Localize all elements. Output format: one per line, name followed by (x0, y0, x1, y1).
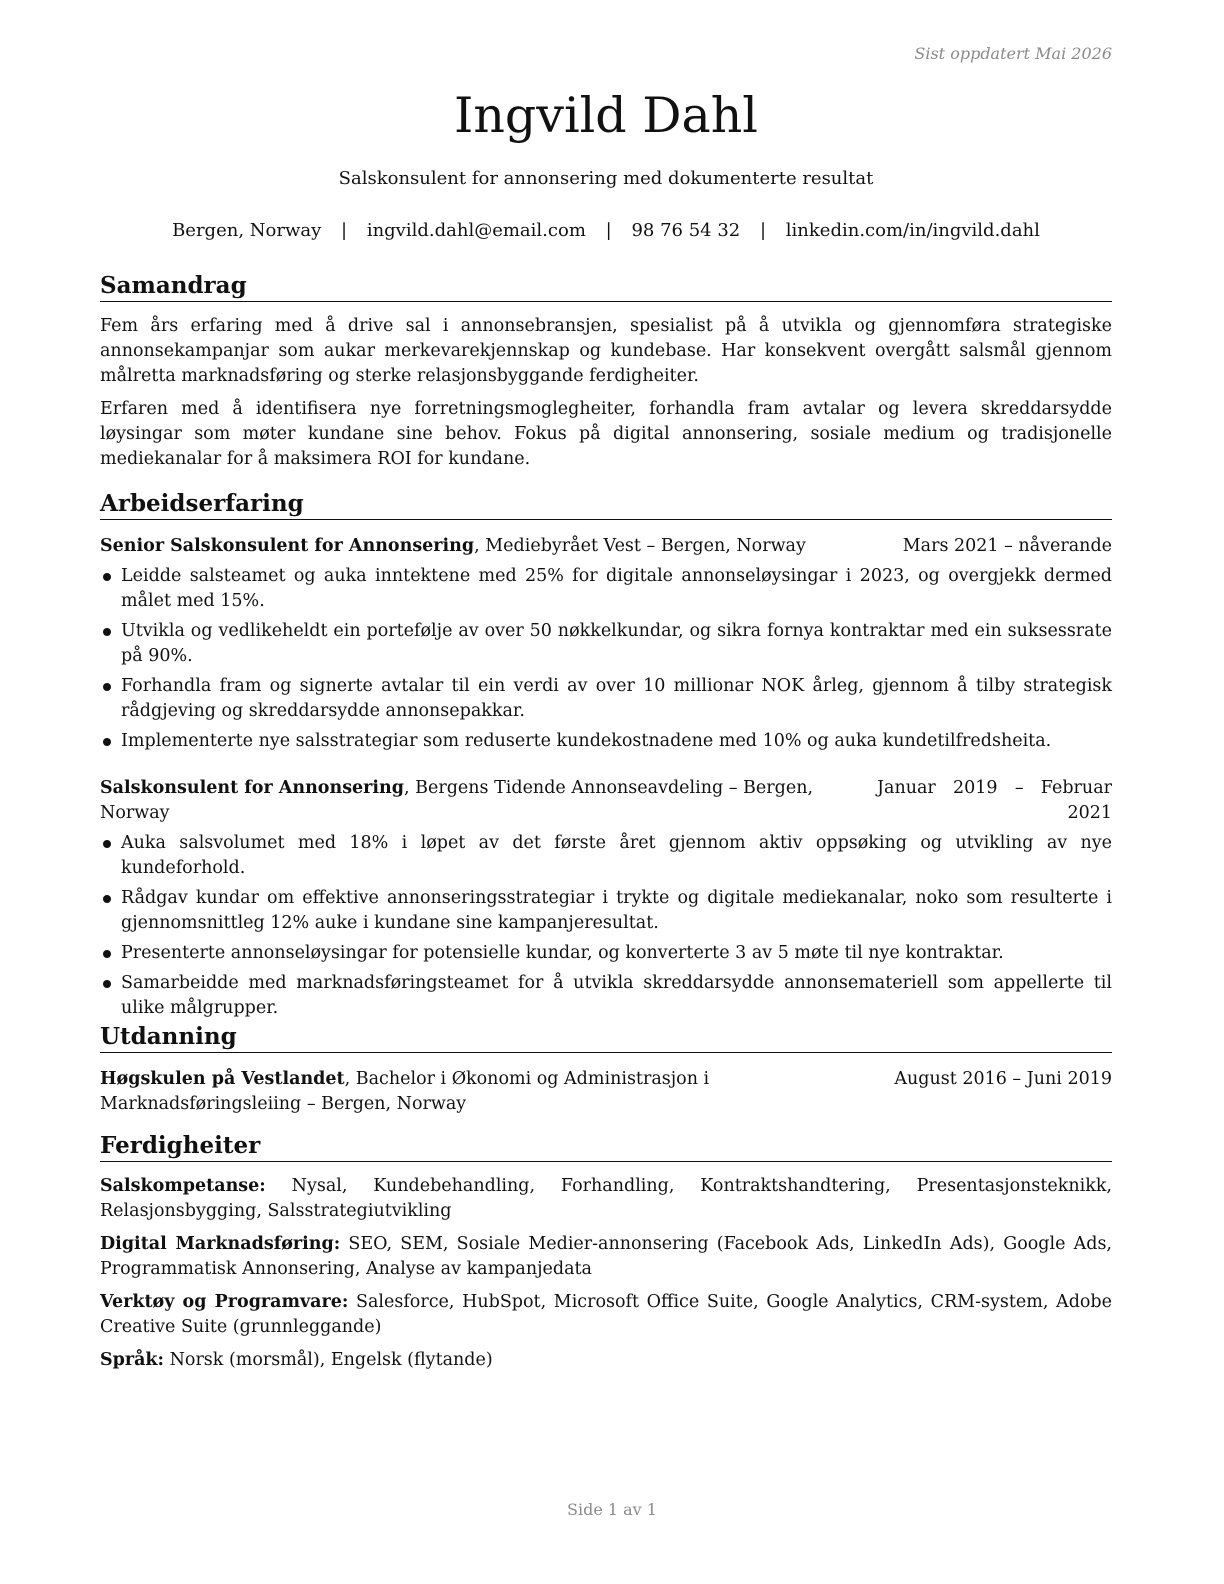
degree: , Bachelor i Økonomi og Administrasjon i Marknadsføringsleiing – Bergen, Norway (100, 1069, 710, 1114)
bullet-icon (103, 950, 111, 958)
bullet-icon (103, 895, 111, 903)
summary-paragraph: Erfaren med å identifisera nye forretningsmoglegheiter, forhandla fram avtalar og levera skreddarsydde løysingar som møter kundane sine behov. Fokus på digital annonsering, sosiale medium og tradisjonelle mediekanalar for å maksimera ROI for kundane. (100, 399, 1112, 469)
section-title-skills: Ferdigheiter (100, 1132, 1112, 1162)
contact-location: Bergen, Norway (172, 220, 322, 241)
bullet-text: Utvikla og vedlikeheldt ein portefølje av over 50 nøkkelkundar, og sikra fornya kontraktar med ein suksessrate på 90%. (121, 621, 1112, 666)
bullet-text: Implementerte nye salsstrategiar som reduserte kundekostnadene med 10% og auka kundetilfredsheita. (121, 731, 1052, 751)
skills-section (100, 1132, 1112, 1373)
experience-section (100, 490, 1112, 1026)
skill-value: Nysal, Kundebehandling, Forhandling, Kontraktshandtering, Presentasjonsteknikk, Relasjonsbygging, Salsstrategiutvikling (100, 1176, 1112, 1221)
skill-value: SEO, SEM, Sosiale Medier-annonsering (Facebook Ads, LinkedIn Ads), Google Ads, Programmatisk Annonsering, Analyse av kampanjedata (100, 1234, 1112, 1279)
candidate-name: Ingvild Dahl (454, 87, 758, 144)
bullet-text: Samarbeidde med marknadsføringsteamet for å utvikla skreddarsydde annonsemateriell som appellerte til ulike målgrupper. (121, 973, 1112, 1018)
contact-linkedin[interactable]: linkedin.com/in/ingvild.dahl (785, 220, 1040, 241)
last-updated: Sist oppdatert Mai 2026 (914, 44, 1112, 63)
bullet-icon (103, 840, 111, 848)
contact-line (100, 219, 1112, 243)
bullet-icon (103, 628, 111, 636)
summary-paragraph: Fem års erfaring med å drive sal i annonsebransjen, spesialist på å utvikla og gjennomføra strategiske annonsekampanjar som aukar merkevarekjennskap og kundebase. Har konsekvent overgått salsmål gjennom målretta marknadsføring og sterke relasjonsbyggande ferdigheiter. (100, 316, 1112, 386)
job-bullets (100, 564, 1112, 754)
contact-phone: 98 76 54 32 (631, 220, 741, 241)
bullet-icon (103, 683, 111, 691)
job-dates: Januar 2019 – Februar 2021 (877, 778, 1112, 823)
section-title-summary: Samandrag (100, 272, 1112, 302)
job-dates: Mars 2021 – nåverande (902, 536, 1112, 556)
summary-section (100, 272, 1112, 472)
page-number: Side 1 av 1 (567, 1500, 657, 1519)
school-name: Høgskulen på Vestlandet (100, 1069, 345, 1089)
skill-row (100, 1232, 1112, 1282)
bullet-icon (103, 738, 111, 746)
education-dates: August 2016 – Juni 2019 (894, 1069, 1112, 1089)
job-header (100, 534, 1112, 559)
job-title-line (100, 776, 857, 826)
bullet-icon (103, 573, 111, 581)
job-company: , Bergens Tidende Annonseavdeling – Bergen, Norway (100, 778, 814, 823)
contact-separator: | (759, 220, 767, 241)
job-role: Salskonsulent for Annonsering (100, 778, 405, 798)
bullet-text: Presenterte annonseløysingar for potensielle kundar, og konverterte 3 av 5 møte til nye kontraktar. (121, 943, 1004, 963)
list-item (100, 674, 1112, 724)
bullet-text: Forhandla fram og signerte avtalar til ein verdi av over 10 millionar NOK årleg, gjennom å tilby strategisk rådgjeving og skreddarsydde annonsepakkar. (121, 676, 1112, 721)
contact-separator: | (605, 220, 612, 241)
skill-row (100, 1290, 1112, 1340)
skill-label: Digital Marknadsføring: (100, 1234, 341, 1254)
job-bullets (100, 831, 1112, 1021)
skill-row (100, 1174, 1112, 1224)
tagline: Salskonsulent for annonsering med dokumenterte resultat (338, 168, 874, 189)
list-item (100, 619, 1112, 669)
contact-separator: | (341, 220, 348, 241)
job-title-line (100, 534, 883, 559)
contact-email[interactable]: ingvild.dahl@email.com (366, 220, 586, 241)
list-item (100, 941, 1112, 966)
skill-row (100, 1348, 1112, 1373)
education-line (100, 1067, 874, 1117)
list-item (100, 564, 1112, 614)
list-item (100, 971, 1112, 1021)
job-company: , Mediebyrået Vest – Bergen, Norway (474, 536, 806, 556)
bullet-text: Auka salsvolumet med 18% i løpet av det første året gjennom aktiv oppsøking og utvikling av nye kundeforhold. (121, 833, 1112, 878)
list-item (100, 886, 1112, 936)
education-entry (100, 1067, 1112, 1117)
list-item (100, 729, 1112, 754)
bullet-icon (103, 980, 111, 988)
skill-label: Salskompetanse: (100, 1176, 266, 1196)
bullet-text: Leidde salsteamet og auka inntektene med 25% for digitale annonseløysingar i 2023, og overgjekk dermed målet med 15%. (121, 566, 1112, 611)
skill-label: Verktøy og Programvare: (100, 1292, 349, 1312)
section-title-education: Utdanning (100, 1023, 1112, 1053)
skill-value: Norsk (morsmål), Engelsk (flytande) (164, 1350, 493, 1370)
section-title-experience: Arbeidserfaring (100, 490, 1112, 520)
bullet-text: Rådgav kundar om effektive annonseringsstrategiar i trykte og digitale mediekanalar, noko som resulterte i gjennomsnittleg 12% auke i kundane sine kampanjeresultat. (121, 888, 1112, 933)
skill-value: Salesforce, HubSpot, Microsoft Office Suite, Google Analytics, CRM-system, Adobe Creative Suite (grunnleggande) (100, 1292, 1112, 1337)
skill-label: Språk: (100, 1350, 165, 1370)
job-role: Senior Salskonsulent for Annonsering (100, 536, 475, 556)
education-section (100, 1023, 1112, 1117)
list-item (100, 831, 1112, 881)
job-header (100, 776, 1112, 826)
